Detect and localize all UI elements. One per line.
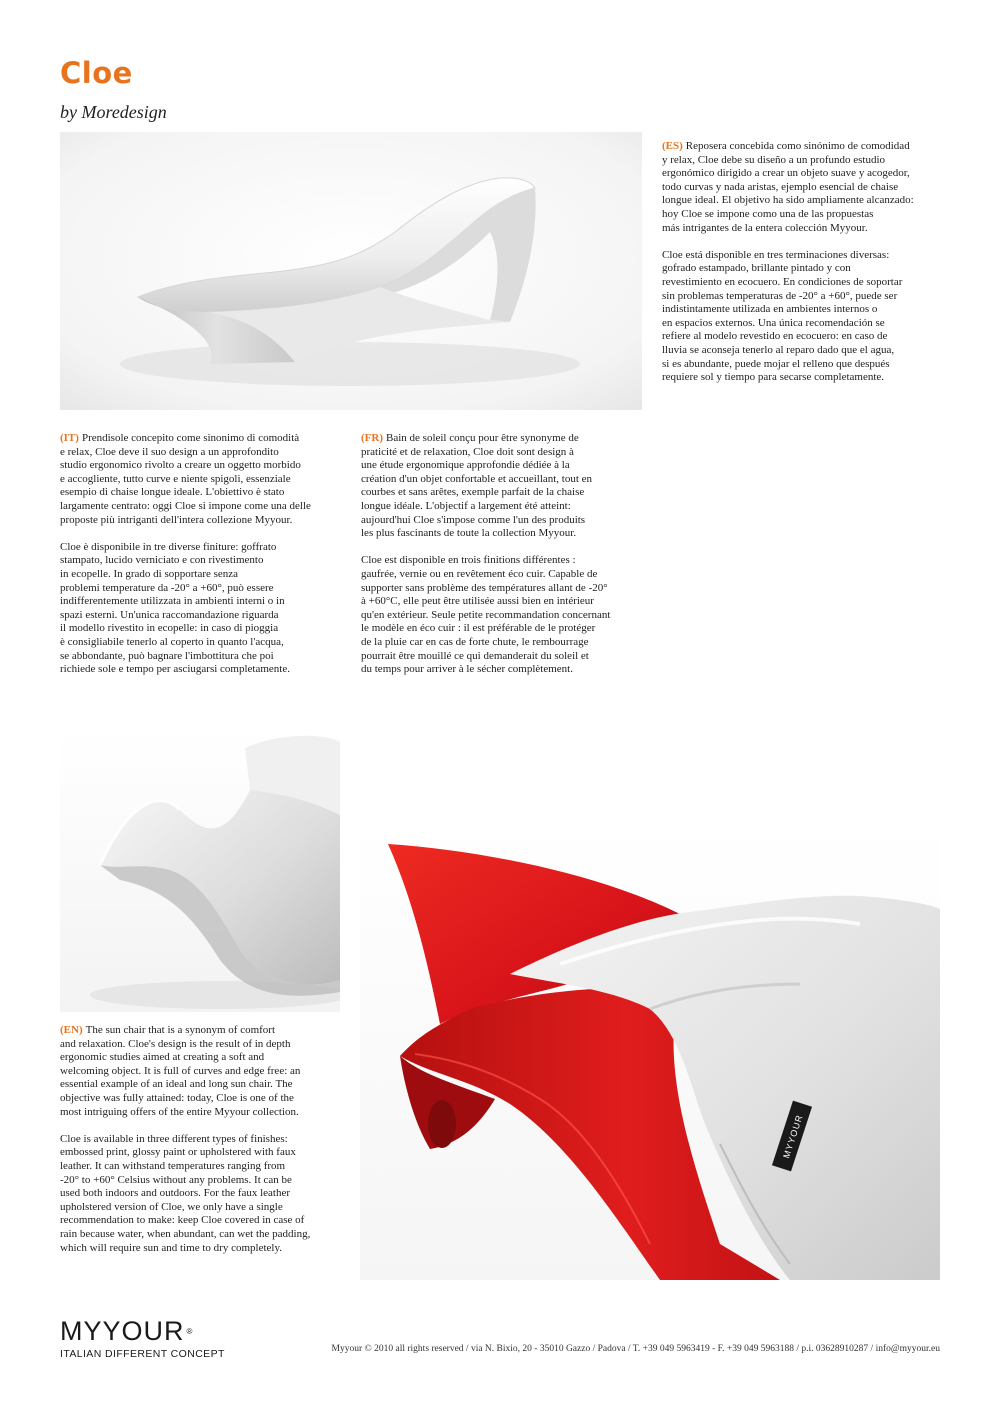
text-it-paragraph-1 [60, 432, 350, 527]
white-chaise-image [60, 132, 642, 410]
text-fr [361, 432, 651, 690]
text-en-paragraph-1 [60, 1024, 355, 1119]
page-title: Cloe [60, 56, 133, 90]
text-es-paragraph-1 [662, 140, 962, 235]
footer-legal: Myyour © 2010 all rights reserved / via N. Bixio, 20 - 35010 Gazzo / Padova / T. +39 049 5963419 - F. +39 049 5963188 / p.i. 03628910287 / info@myyour.eu [331, 1344, 940, 1354]
text-fr-body-1: Bain de soleil conçu pour être synonyme de praticité et de relaxation, Cloe doit sont design à une étude ergonomique approfondie dédiée à la création d'un objet confortable et accueillant, tout en courbes et sans arêtes, exemple parfait de la chaise longue idéale. L'objectif a largement été atteint: aujourd'hui Cloe s'impose comme l'un des produits les plus fascinants de toute la collection Myyour. [361, 432, 593, 540]
red-chaise-image [360, 824, 940, 1280]
text-es [662, 140, 962, 398]
lang-tag-fr: (FR) [361, 432, 383, 444]
white-chaise-detail-image [60, 730, 340, 1012]
towel-label-text: MYYOUR [781, 1113, 805, 1160]
logo-tagline: ITALIAN DIFFERENT CONCEPT [60, 1348, 225, 1360]
text-it-paragraph-2: Cloe è disponibile in tre diverse finiture: goffrato stampato, lucido verniciato e con rivestimento in ecopelle. In grado di sopportare senza problemi temperature da -20° a +60°, può essere indifferentemente utilizzata in ambienti interni o in spazi esterni. Un'unica raccomandazione riguarda il modello rivestito in ecopelle: in caso di pioggia è consigliabile tenerlo al coperto in quanto l'acqua, se abbondante, può bagnare l'imbottitura che poi richiede sole e tempo per asciugarsi completamente. [60, 540, 290, 676]
designer-credit: by Moredesign [60, 102, 167, 122]
text-en-body-1: The sun chair that is a synonym of comfort and relaxation. Cloe's design is the result of in depth ergonomic studies aimed at creating a soft and welcoming object. It is full of curves and edge free: an essential example of an ideal and long sun chair. The objective was fully attained: today, Cloe is one of the most intriguing offers of the entire Myyour collection. [60, 1024, 301, 1118]
text-es-body-1: Reposera concebida como sinónimo de comodidad y relax, Cloe debe su diseño a un profundo estudio ergonómico dirigido a crear un objeto suave y acogedor, todo curvas y nada aristas, ejemplo esencial de chaise longue ideal. El objetivo ha sido ampliamente alcanzado: hoy Cloe se impone como una de las propuestas más intrigantes de la entera colección Myyour. [662, 140, 914, 234]
lang-tag-it: (IT) [60, 432, 79, 444]
text-it-body-1: Prendisole concepito come sinonimo di comodità e relax, Cloe deve il suo design a un approfondito studio ergonomico rivolto a creare un oggetto morbido e accogliente, tutto curve e niente spigoli, essenziale esempio di chaise longue ideale. L'obiettivo è stato largamente centrato: oggi Cloe si impone come una delle proposte più intriganti dell'intera collezione Myyour. [60, 432, 311, 526]
logo-wordmark: MYYOUR [60, 1316, 185, 1346]
brand-logo [60, 1318, 225, 1360]
text-es-paragraph-2: Cloe está disponible en tres terminaciones diversas: gofrado estampado, brillante pintado y con revestimiento en ecocuero. En condiciones de soportar sin problemas temperaturas de -20° a +60°, puede ser indistintamente utilizada en ambientes internos o en espacios externos. Una única recomendación se refiere al modelo revestido en ecocuero: en caso de lluvia se aconseja tenerlo al reparo dado que el agua, si es abundante, puede mojar el relleno que después requiere sol y tiempo para secarse completamente. [662, 248, 903, 384]
text-it [60, 432, 350, 690]
text-en-paragraph-2: Cloe is available in three different types of finishes: embossed print, glossy paint or upholstered with faux leather. It can withstand temperatures ranging from -20° to +60° Celsius without any problems. It can be used both indoors and outdoors. For the faux leather upholstered version of Cloe, we only have a single recommendation to make: keep Cloe covered in case of rain because water, when abundant, can wet the padding, which will require sun and time to dry completely. [60, 1132, 311, 1254]
lang-tag-en: (EN) [60, 1024, 83, 1036]
text-fr-paragraph-2: Cloe est disponible en trois finitions différentes : gaufrée, vernie ou en revêtement éco cuir. Capable de supporter sans problème des températures allant de -20° à +60°C, elle peut être utilisée aussi bien en intérieur qu'en extérieur. Seule petite recommandation concernant le modèle en éco cuir : il est préférable de le protéger de la pluie car en cas de forte chute, le rembourrage pourrait être mouillé ce qui demanderait du soleil et du temps pour arriver à le sécher complètement. [361, 554, 611, 676]
registered-mark: ® [186, 1327, 194, 1336]
text-en [60, 1024, 355, 1269]
lang-tag-es: (ES) [662, 140, 683, 152]
text-fr-paragraph-1 [361, 432, 651, 541]
